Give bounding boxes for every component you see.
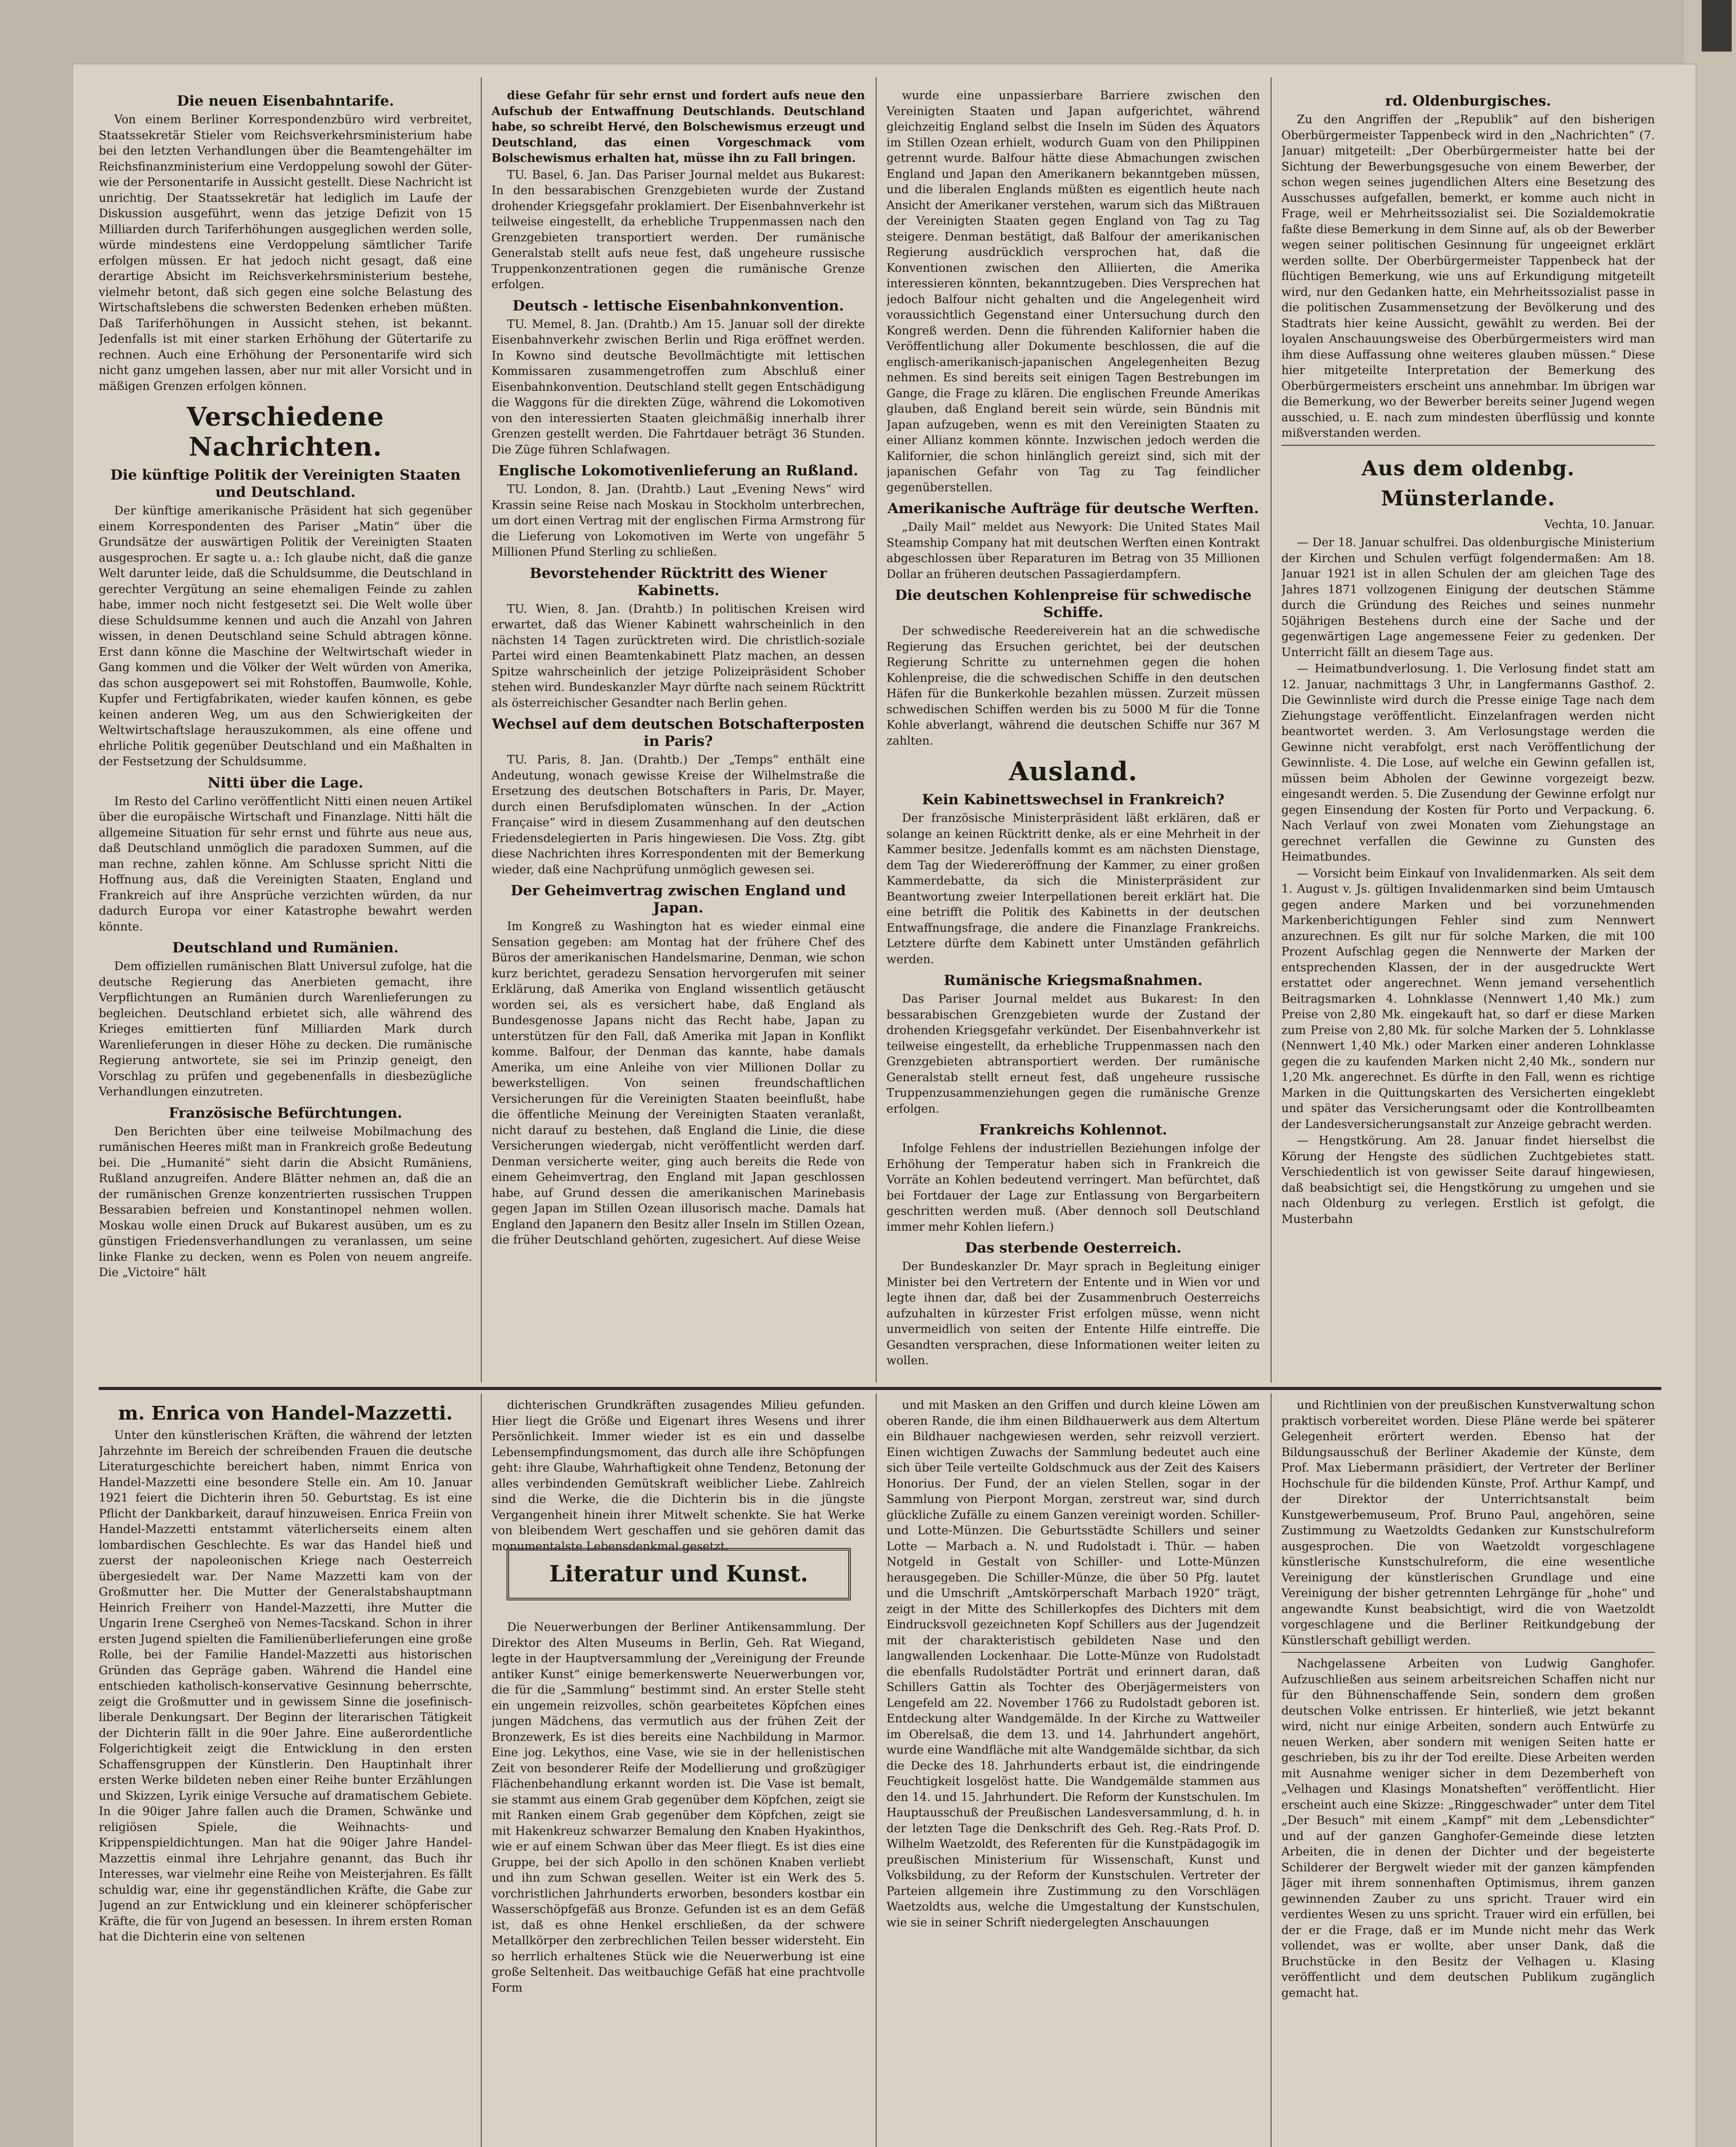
column-divider (876, 77, 877, 1383)
article-title: Das sterbende Oesterreich. (965, 1239, 1182, 1256)
article-body: Den Berichten über eine teilweise Mobilmachung des rumänischen Heeres mißt man in Frankreich große Bedeutung bei. Die „Humanité“ sieht darin die Absicht Rumäniens, Rußland anzugreifen. Andere Blätter nehmen an, daß die an der rumänischen Grenze konzentrierten russischen Truppen Bessarabien befreien und Konstantinopel nehmen wollen. Moskau wolle einen Druck auf Bukarest ausüben, um es zu günstigen Friedensverhandlungen zu veranlassen, um seine linke Flanke zu decken, wenn es Polen von neuem angreife. Die „Victoire“ hält (99, 1125, 472, 1279)
dateline: Vechta, 10. Januar. (1544, 517, 1655, 531)
news-item: TU. Paris, 8. Jan. (Drahtb.) Der „Temps“ enthält eine Andeutung, wonach gewisse Kreise der Wilhelmstraße die Ersetzung des deutschen Botschafters in Paris, Dr. Mayer, durch einen Berufsdiplomaten wünschen. In der „Action Française“ wird in diesem Zusammenhang auf den deutschen Friedensdelegierten in Paris hingewiesen. Die Voss. Ztg. gibt diese Nachrichten ihres Korrespondenten mit der Bemerkung wieder, daß eine Nachprüfung unmöglich gewesen sei. (492, 753, 865, 876)
arts-news: Nachgelassene Arbeiten von Ludwig Ganghofer. Aufzuschließen aus seinem arbeitsreichen Schaffen nicht nur für den Bühnenschaffende Sein, sondern dem großen deutschen Volke entrissen. Er hinterließ, wie jetzt bekannt wird, nicht nur einige Arbeiten, sondern auch Entwürfe zu neuen Werken, aber sondern mit wenigen Seiten hatte er geschrieben, bis zu ihr der Tod ereilte. Diese Arbeiten werden mit Ausnahme weniger sicher in dem Dezemberheft von „Velhagen und Klasings Monatsheften“ veröffentlicht. Hier erscheint auch eine Skizze: „Ringgeschwader“ unter dem Titel „Der Besuch“ mit einem „Kampf“ mit dem „Lebensdichter“ und auf der ganzen Ganghofer-Gemeinde diese letzten Arbeiten, die in denen der Dichter und der begeisterte Schilderer der Bergwelt wieder mit der ganzen kämpfenden Jäger mit ihrem sonnenhaften Optimismus, ihrem ganzen gewinnenden Zauber zu uns spricht. Trauer wird ein verdientes Wesen zu uns spricht. Trauer wird ein erfüllen, bei der er die Frage, daß er im Munde nicht mehr das Werk vollendet, was er wollte, aber unser Dank, daß die Bruchstücke in den Besitz der Velhagen u. Klasing veröffentlicht und dem deutschen Publikum zugänglich gemacht hat. (1281, 1657, 1655, 2000)
section-title: Ausland. (1008, 757, 1138, 787)
news-item: TU. Basel, 6. Jan. Das Pariser Journal meldet aus Bukarest: In den bessarabischen Grenzgebieten wurde der Zustand drohender Kriegsgefahr proklamiert. Der Eisenbahnverkehr ist teilweise eingestellt, da erhebliche Truppenmassen nach den Grenzgebieten transportiert werden. Der rumänische Generalstab stellt aufs neue fest, daß ungeheure russische Truppenkonzentrationen gegen die rumänische Grenze erfolgen. (492, 168, 865, 291)
feuilleton-title: m. Enrica von Handel-Mazzetti. (118, 1402, 453, 1424)
bottom-column-4 (1281, 1398, 1655, 2147)
article-body: Im Kongreß zu Washington hat es wieder einmal eine Sensation gegeben: am Montag hat der frühere Chef des Büros der amerikanischen Handelsmarine, Denman, wie schon kurz berichtet, geradezu Sensation hervorgerufen mit seiner Erklärung, daß Amerika von England wissentlich getäuscht worden sei, als es versichert habe, daß England als Bundesgenosse Japans nicht das Recht habe, Japan zu unterstützen für den Fall, daß Amerika mit Japan in Konflikt komme. Balfour, der Denman das kannte, habe damals Amerika, um eine Anleihe von vier Millionen Dollar zu bewerkstelligen. Von seinen freundschaftlichen Versicherungen für die Vereinigten Staaten beeinflußt, habe die öffentliche Meinung der Vereinigten Staaten veranlaßt, nicht darauf zu bestehen, daß England die Linie, die diese Versicherungen wiedergab, nicht veröffentlicht werden darf. Denman versicherte weiter, ging auch bereits die Rede von einem Geheimvertrag, den England mit Japan geschlossen habe, auf Grund dessen die amerikanischen Marinebasis gegen Japan im Stillen Ozean illusorisch mache. Damals hat England den Japanern den Besitz aller Inseln im Stillen Ozean, die früher Deutschland gehörten, zugesichert. Auf diese Weise (492, 920, 865, 1247)
article-title: Deutschland und Rumänien. (172, 939, 399, 956)
article-title: Deutsch - lettische Eisenbahnkonvention. (513, 297, 844, 314)
news-item: Der französische Ministerpräsident läßt erklären, daß er solange an keinen Rücktritt denke, als er eine Mehrheit in der Kammer besitze. Jedenfalls kommt es am nächsten Dienstage, dem Tag der Wiedereröffnung der Kammer, zu einer großen Kammerdebatte, da sich die Ministerpräsident zur Beantwortung zweier Interpellationen bereit erklärt hat. Die eine betrifft die Politik des Kabinetts in der deutschen Entwaffnungsfrage, die andere die Finanzlage Frankreichs. Letztere dürfte dem Kabinett unter Umständen gefährlich werden. (886, 812, 1260, 966)
local-news: — Vorsicht beim Einkauf von Invalidenmarken. Als seit dem 1. August v. Js. gültigen Invalidenmarken sind beim Umtausch gegen andere Marken und bei vorzunehmenden Markenberichtigungen Fehler sind zum Nennwert anzurechnen. Es gilt nur für solche Marken, die mit 100 Prozent Aufschlag gegen die Nennwerte der Marken der entsprechenden Klassen, der in der ausgedruckte Wert erstattet oder angerechnet. Wenn jemand versehentlich Beitragsmarken 4. Lohnklasse (Nennwert 1,40 Mk.) zum Preise von 2,80 Mk. eingekauft hat, so darf er diese Marken zum Preise von 2,80 Mk. für solche Marken der 5. Lohnklasse (Nennwert 1,40 Mk.) oder Marken einer anderen Lohnklasse gegen die zu kaufenden Marken nicht 2,40 Mk., sondern nur 1,20 Mk. angerechnet. Es dürfte in den Fall, wenn es richtige Marken in die Quittungskarten des Versicherten eingeklebt und später das Versicherungsamt oder die Kontrollbeamten der Landesversicherungsanstalt zur Anzeige gebracht werden. (1281, 867, 1655, 1131)
article-title: Kein Kabinettswechsel in Frankreich? (922, 791, 1225, 808)
column-divider (481, 1393, 482, 2147)
article-title: Amerikanische Aufträge für deutsche Werften. (887, 500, 1259, 517)
news-item: Das Pariser Journal meldet aus Bukarest: In den bessarabischen Grenzgebieten wurde der Zustand der drohenden Kriegsgefahr verkündet. Der Eisenbahnverkehr ist teilweise eingestellt, da erhebliche Truppenmassen nach den Grenzgebieten abtransportiert werden. Der rumänische Generalstab stellt erneut fest, daß ungeheure russische Truppenzusammenziehungen gegen die rumänische Grenze erfolgen. (886, 992, 1260, 1116)
divider (1281, 1652, 1655, 1653)
article-body: Im Resto del Carlino veröffentlicht Nitti einen neuen Artikel über die europäische Wirtschaft und Finanzlage. Nitti hält die allgemeine Situation für sehr ernst und führte aus neue aus, daß Deutschland unmöglich die paradoxen Summen, auf die man rechne, zahlen könne. Am Schlusse spricht Nitti die Hoffnung aus, daß die Vereinigten Staaten, England und Frankreich auf ihre Ansprüche verzichten würden, da nur dadurch Europa vor einer Katastrophe bewahrt werden könnte. (99, 794, 472, 934)
article-body: Der künftige amerikanische Präsident hat sich gegenüber einem Korrespondenten des Pariser „Matin“ über die Grundsätze der auswärtigen Politik der Vereinigten Staaten ausgesprochen. Er sagte u. a.: Ich glaube nicht, daß die ganze Welt darunter leide, daß die Schuldsumme, die Deutschland in gerechter Vergütung an seine ehemaligen Feinde zu zahlen habe, immer noch nicht festgesetzt sei. Die Welt wolle über diese Schuldsumme kennen und auch die Anzahl von Jahren wissen, in denen Deutschland seine Schuld abtragen könne. Erst dann könne die Maschine der Weltwirtschaft wieder in Gang kommen und die Völker der Welt würden von Amerika, das schon ausgepowert sei mit Rohstoffen, Baumwolle, Kohle, Kupfer und Fertigfabrikaten, wieder kaufen können, es gebe keinen anderen Weg, um aus den Schwierigkeiten der Weltwirtschaftslage herauszukommen, als eine offene und ehrliche Politik gegenüber Deutschland und ein Maßhalten in der Festsetzung der Schuldsumme. (99, 504, 472, 768)
news-item: Der schwedische Reedereiverein hat an die schwedische Regierung das Ersuchen gerichtet, bei der deutschen Regierung Schritte zu unternehmen gegen die hohen Kohlenpreise, die die schwedischen Schiffe in den deutschen Häfen für die Bunkerkohle bezahlen müssen. Zurzeit müssen schwedischen Schiffen werden bis zu 5000 M für die Tonne Kohle abverlangt, während die deutschen Schiffe nur 367 M zahlten. (886, 624, 1260, 748)
article-title: Die deutschen Kohlenpreise für schwedische Schiffe. (895, 587, 1252, 620)
newspaper-page (73, 64, 1696, 2147)
section-title: Aus dem oldenbg. Münsterlande. (1361, 456, 1575, 511)
column-divider (876, 1393, 877, 2147)
column-divider (481, 77, 482, 1383)
news-item: Der Bundeskanzler Dr. Mayr sprach in Begleitung einiger Minister bei den Vertretern der Entente und in Wien vor und legte ihnen dar, daß bei der Zusammenbruch Oesterreichs aufzuhalten in kürzester Frist erfolgen müsse, wenn nicht unvermeidlich von seiten der Entente Hilfe eintreffe. Die Gesandten versprachen, diese Informationen weiter leiten zu wollen. (886, 1260, 1260, 1367)
article-body: diese Gefahr für sehr ernst und fordert aufs neue den Aufschub der Entwaffnung Deutschlands. Deutschland habe, so schreibt Hervé, den Bolschewismus erzeugt und Deutschland, das einen Vorgeschmack vom Bolschewismus erhalten hat, müsse ihn zu Fall bringen. (492, 89, 865, 165)
article-title: Französische Befürchtungen. (169, 1104, 402, 1121)
arts-news: Die Neuerwerbungen der Berliner Antikensammlung. Der Direktor des Alten Museums in Berlin, Geh. Rat Wiegand, legte in der Hauptversammlung der „Vereinigung der Freunde antiker Kunst“ einige bemerkenswerte Neuerwerbungen vor, die für die „Sammlung“ bestimmt sind. An erster Stelle steht ein ungemein reizvolles, schön gearbeitetes Köpfchen eines jungen Mädchens, das vermutlich aus der frühen Zeit der Bronzewerk, Es ist dies bereits eine Nachbildung in Marmor. Eine jog. Lekythos, eine Vase, wie sie in der hellenistischen Zeit von besonderer Reife der Modellierung und großzügiger Flächenbehandlung erkannt worden ist. Die Vase ist bemalt, sie stammt aus einem Grab gegenüber dem Köpfchen, zeigt sie mit Ranken einem Grab gegenüber dem Köpfchen, zeigt sie mit Hakenkreuz schwarzer Bemalung den Knaben Hyakinthos, wie er auf einem Schwan über das Meer fliegt. Es ist dies eine Gruppe, bei der sich Apollo in den schönen Knaben verliebt und ihn zum Schwan gesellen. Weiter ist ein Werk des 5. vorchristlichen Jahrhunderts erworben, besonders kostbar ein Wasserschöpfgefäß aus Bronze. Gefunden ist es an dem Gefäß ist, daß es ohne Henkel erschließen, da der schwere Metallkörper den zerbrechlichen Teilen besser widersteht. Ein so herrlich erhaltenes Stück wie die Neuerwerbung ist eine große Seltenheit. Das weitbauchige Gefäß hat eine prachtvolle Form (492, 1621, 865, 1995)
column-divider (1271, 1393, 1272, 2147)
news-item: Infolge Fehlens der industriellen Beziehungen infolge der Erhöhung der Temperatur haben sich in Frankreich die Vorräte an Kohlen bedeutend verringert. Man befürchtet, daß bei Fortdauer der Lage zur Entlassung von Bergarbeitern geschritten werden muß. (Aber dennoch soll Deutschland immer mehr Kohlen liefern.) (886, 1142, 1260, 1234)
article-title: Wechsel auf dem deutschen Botschafterposten in Paris? (492, 715, 865, 749)
local-news: — Der 18. Januar schulfrei. Das oldenburgische Ministerium der Kirchen und Schulen verfügt folgendermaßen: Am 18. Januar 1921 ist in allen Schulen der am gleichen Tage des Jahres 1871 vollzogenen Einigung der deutschen Stämme durch die Gründung des Reiches und seines nunmehr 50jährigen Bestehens durch eine der Sache und der gegenwärtigen Lage angemessene Feier zu gedenken. Der Unterricht fällt an diesem Tage aus. (1281, 536, 1655, 659)
article-title: Bevorstehender Rücktritt des Wiener Kabinetts. (529, 564, 827, 599)
article-body: Zu den Angriffen der „Republik“ auf den bisherigen Oberbürgermeister Tappenbeck wird in den „Nachrichten“ (7. Januar) mitgeteilt: „Der Oberbürgermeister hatte bei der Sichtung der Bewerbungsgesuche von einem Bewerber, der schon wegen seines jugendlichen Alters eine Besetzung des Ausschusses aufgefallen, bemerkt, er komme auch nicht in Frage, weil er Mehrheitssozialist sei. Die Sozialdemokratie faßte diese Bemerkung in dem Sinne auf, als ob der Bewerber wegen seiner politischen Gesinnung für ungeeignet erklärt werden sollte. Der Oberbürgermeister Tappenbeck hat der flüchtigen Bemerkung, wie uns auf Erkundigung mitgeteilt wird, nur den Gedanken hatte, ein Mehrheitssozialist passe in die politischen Zusammensetzung der Bevölkerung und des Stadtrats hier keine Aussicht, gewählt zu werden. Bei der loyalen Anschauungsweise des Oberbürgermeisters wird man ihm diese Auffassung ohne weiteres glauben müssen.“ Diese hier mitgeteilte Interpretation der Bemerkung des Oberbürgermeisters erscheint uns annehmbar. Im übrigen war die Bemerkung, wo der Bewerber bereits seiner Jugend wegen ausschied, u. E. nach zum mindesten überflüssig und konnte mißverstanden werden. (1281, 113, 1655, 440)
section-title: Verschiedene Nachrichten. (187, 402, 384, 462)
article-title: Die neuen Eisenbahntarife. (176, 92, 395, 109)
local-news: — Heimatbundverlosung. 1. Die Verlosung findet statt am 12. Januar, nachmittags 3 Uhr, in Langfermanns Gasthof. 2. Die Gewinnliste wird durch die Presse einige Tage nach dem Ziehungstage veröffentlicht. Einzelanfragen werden nicht beantwortet werden. 3. Am Verlosungstage werden die Gewinne nicht verabfolgt, erst nach Veröffentlichung der Gewinnliste. 4. Die Lose, auf welche ein Gewinn gefallen ist, müssen beim Abholen der Gewinne vorgezeigt bezw. eingesandt werden. 5. Die Zusendung der Gewinne erfolgt nur gegen Einsendung der Kosten für Porto und Verpackung. 6. Nach Verlauf von zwei Monaten vom Ziehungstage an gerechnet verfallen die Gewinne zu Gunsten des Heimatbundes. (1281, 662, 1655, 864)
bottom-column-2 (492, 1398, 865, 2147)
article-title: rd. Oldenburgisches. (1385, 92, 1551, 109)
arts-news: und Richtlinien von der preußischen Kunstverwaltung schon praktisch vorbereitet worden. Diese Pläne werde bei späterer Gelegenheit erörtert werden. Ebenso hat der Bildungsausschuß der Berliner Akademie der Künste, dem Prof. Max Liebermann präsidiert, der Vertreter der Berliner Hochschule für die bildenden Künste, Prof. Arthur Kampf, und der Direktor der Unterrichtsanstalt beim Kunstgewerbemuseum, Prof. Bruno Paul, angehören, seine Zustimmung zu Waetzoldts Gedanken zur Kunstschulreform ausgesprochen. Die von Waetzoldt vorgeschlagene künstlerische Kunstschulreform, die eine wesentliche Vereinigung der künstlerischen Grundlage und eine Vereinigung der bisher getrennten Lehrgänge für „hohe“ und angewandte Kunst beabsichtigt, wird die von Waetzoldt vorgeschlagene und die Berliner Reitkundgebung der Künstlerschaft gebilligt werden. (1281, 1399, 1655, 1647)
local-news: — Hengstkörung. Am 28. Januar findet hierselbst die Körung der Hengste des südlichen Zuchtgebietes statt. Verschiedentlich ist von gewisser Seite darauf hingewiesen, daß beabsichtigt sei, die Hengstkörung zu umgehen und sie nach Oldenburg zu verlegen. Erstlich ist gefolgt, die Musterbahn (1281, 1134, 1655, 1226)
literature-section-box (507, 1548, 851, 1600)
article-title: Englische Lokomotivenlieferung an Rußland. (498, 462, 859, 479)
top-column-2 (492, 88, 865, 1381)
news-item: TU. Wien, 8. Jan. (Drahtb.) In politischen Kreisen wird erwartet, daß das Wiener Kabinett wahrscheinlich in den nächsten 14 Tagen zurücktreten wird. Die christlich-soziale Partei wird einen Beamtenkabinett Platz machen, an dessen Spitze wahrscheinlich der jetzige Polizeipräsident Schober stehen wird. Bundeskanzler Mayr dürfte nach seinem Rücktritt als österreichischer Gesandter nach Berlin gehen. (492, 602, 865, 710)
article-title: Frankreichs Kohlennot. (979, 1121, 1167, 1138)
article-body: wurde eine unpassierbare Barriere zwischen den Vereinigten Staaten und Japan aufgerichtet, während gleichzeitig England selbst die Inseln im Süden des Äquators im Stillen Ozean erhielt, wodurch Guam von den Philippinen getrennt wurde. Balfour hätte diese Abmachungen zwischen England und Japan den Amerikanern bekanntgeben müssen, und die liberalen Englands müßten es eigentlich heute nach Ansicht der Amerikaner verstehen, warum sich das Mißtrauen der Vereinigten Staaten gegen England von Tag zu Tag steigere. Denman bestätigt, daß Balfour der amerikanischen Regierung ausdrücklich versprochen hat, daß die Konventionen zwischen den Alliierten, die Amerika interessieren könnten, bekanntzugeben. Dies Versprechen hat jedoch Balfour nicht gehalten und die Angelegenheit wird voraussichtlich Gegenstand einer Untersuchung durch den Kongreß werden. Denn die führenden Kalifornier haben die Veröffentlichung aller Dokumente beschlossen, die auf die englisch-amerikanisch-japanischen Angelegenheiten Bezug nehmen. Es sind bereits seit einigen Tagen Bestrebungen im Gange, die Frage zu klären. Die englischen Freunde Amerikas glauben, daß England bereit sein würde, sein Bündnis mit Japan aufzugeben, wenn es mit den Vereinigten Staaten zu einer Allianz kommen könnte. Inzwischen jedoch werden die Kalifornier, die schon hinlänglich gereizt sind, sich mit der japanischen Gefahr von Tag zu Tag feindlicher gegenüberstellen. (886, 89, 1260, 494)
top-column-4 (1281, 88, 1655, 1381)
top-column-3 (886, 88, 1260, 1381)
news-item: „Daily Mail“ meldet aus Newyork: Die United States Mail Steamship Company hat mit deutschen Werften einen Kontrakt abgeschlossen über Reparaturen im Betrag von 35 Millionen Dollar an früheren deutschen Passagierdampfern. (886, 520, 1260, 581)
news-item: TU. Memel, 8. Jan. (Drahtb.) Am 15. Januar soll der direkte Eisenbahnverkehr zwischen Berlin und Riga eröffnet werden. In Kowno sind deutsche Bevollmächtigte mit lettischen Kommissaren zusammengetroffen zum Abschluß einer Eisenbahnkonvention. Deutschland stellt gegen Entschädigung die Waggons für die direkten Züge, während die Lokomotiven von den interessierten Staaten gleichmäßig innerhalb ihrer Grenzen gestellt werden. Die Fahrtdauer beträgt 36 Stunden. Die Züge führen Schlafwagen. (492, 317, 865, 456)
bottom-column-3 (886, 1398, 1260, 2147)
bottom-column-1 (99, 1398, 472, 2147)
article-body: Von einem Berliner Korrespondenzbüro wird verbreitet, Staatssekretär Stieler vom Reichsverkehrsministerium habe bei den letzten Verhandlungen über die Beamtengehälter im Reichsfinanzministerium eine Verdoppelung sowohl der Güter- wie der Personentarife in Aussicht gestellt. Diese Nachricht ist unrichtig. Der Staatssekretär hat lediglich im Laufe der Diskussion ausgeführt, wenn das jetzige Defizit von 15 Milliarden durch Tariferhöhungen ausgeglichen werden solle, würde mindestens eine Verdoppelung sämtlicher Tarife erfolgen müssen. Er hat jedoch nicht gesagt, daß eine derartige Absicht im Reichsverkehrsministerium bestehe, vielmehr betont, daß sich gegen eine solche Belastung des Wirtschaftslebens die schwersten Bedenken erheben müßten. Daß Tariferhöhungen in Aussicht stehen, ist bekannt. Jedenfalls ist mit einer starken Erhöhung der Gütertarife zu rechnen. Auch eine Erhöhung der Personentarife wird sich nicht ganz umgehen lassen, aber nur mit aller Vorsicht und in mäßigen Grenzen erfolgen können. (99, 113, 472, 393)
section-separator (99, 1387, 1661, 1390)
article-title: Nitti über die Lage. (207, 774, 364, 791)
news-item: TU. London, 8. Jan. (Drahtb.) Laut „Evening News“ wird Krassin seine Reise nach Moskau in Stockholm unterbrechen, um dort einen Vertrag mit der englischen Firma Armstrong für die Lieferung von Lokomotiven im Werte von ungefähr 5 Millionen Pfund Sterling zu schließen. (492, 483, 865, 559)
column-divider (1271, 77, 1272, 1383)
article-title: Der Geheimvertrag zwischen England und Japan. (510, 882, 846, 916)
literature-section-title: Literatur und Kunst. (549, 1561, 808, 1587)
divider (1281, 445, 1655, 446)
article-title: Die künftige Politik der Vereinigten Staaten und Deutschland. (110, 466, 461, 500)
arts-news: und mit Masken an den Griffen und durch kleine Löwen am oberen Rande, die ihm einen Bildhauerwerk aus dem Altertum ein Bildhauer nachgewiesen werden, sehr reizvoll verziert. Einen wichtigen Zuwachs der Sammlung bedeutet auch eine sich über Teile verteilte Goldschmuck aus der Zeit des Kaisers Honorius. Der Fund, der an vielen Stellen, sogar in der Sammlung von Pierpont Morgan, zerstreut war, sind durch glückliche Zufälle zu einem Ganzen vereinigt worden. Schiller- und Lotte-Münzen. Die Geburtsstädte Schillers und seiner Lotte — Marbach a. N. und Rudolstadt i. Thür. — haben Notgeld in Gestalt von Schiller- und Lotte-Münzen herausgegeben. Die Schiller-Münze, die über 50 Pfg. lautet und die Umschrift „Amtskörperschaft Marbach 1920“ trägt, zeigt in der Mitte des Schillerkopfes des Dichters mit dem Eindrucksvoll gezeichneten Kopf Schillers aus der Jugendzeit mit der charakteristisch gebildeten Nase und den langwallenden Lockenhaar. Die Lotte-Münze von Rudolstadt die ebenfalls Rudolstädter Porträt und erinnert daran, daß Schillers Gattin als Tochter des Oberjägermeisters von Lengefeld am 22. November 1766 zu Rudolstadt geboren ist. Entdeckung alter Wandgemälde. In der Kirche zu Wattweiler im Oberelsaß, die dem 13. und 14. Jahrhundert angehört, wurde eine Wandfläche mit alte Wandgemälde sichtbar, da sich die Decke des 18. Jahrhunderts erbaut ist, die eindringende Feuchtigkeit losgelöst hatte. Die Wandgemälde stammen aus den 14. und 15. Jahrhundert. Die Reform der Kunstschulen. Im Hauptausschuß der Preußischen Landesversammlung, d. h. in der letzten Tage die Denkschrift des Geh. Reg.-Rats Prof. D. Wilhelm Waetzoldt, des Referenten für die Kunstpädagogik im preußischen Ministerium für Wissenschaft, Kunst und Volksbildung, zu der Reform der Kunstschulen. Vertreter der Parteien allgemein ihre Zustimmung zu den Vorschlägen Waetzoldts aus, welche die Umgestaltung der Kunstschulen, wie sie in seiner Schrift niedergelegten Anschauungen (886, 1399, 1260, 1929)
feuilleton-body: dichterischen Grundkräften zusagendes Milieu gefunden. Hier liegt die Größe und Eigenart ihres Wesens und ihrer Persönlichkeit. Immer wieder ist es ein und dasselbe Lebensempfindungsmoment, das durch alle ihre Schöpfungen geht: ihre Glaube, Wahrhaftigkeit ohne Tendenz, Betonung der alles verbindenden Gemütskraft weiblicher Liebe. Zahlreich sind die Werke, die die Dichterin bis in die jüngste Vergangenheit hinein ihrer Mitwelt schenkte. Sie hat Werke von bleibendem Wert geschaffen und sie gehören damit das monumentalste Lebensdenkmal gesetzt. (492, 1399, 865, 1553)
top-column-1 (99, 88, 472, 1381)
feuilleton-body: Unter den künstlerischen Kräften, die während der letzten Jahrzehnte im Bereich der schreibenden Frauen die deutsche Literaturgeschichte bereichert haben, nimmt Enrica von Handel-Mazzetti eine besondere Stelle ein. Am 10. Januar 1921 feiert die Dichterin ihren 50. Geburtstag. Es ist eine Pflicht der Dankbarkeit, darauf hinzuweisen. Enrica Freiin von Handel-Mazzetti entstammt väterlicherseits einem alten lombardischen Geschlechte. Es war das Handel hieß und zuerst der napoleonischen Kriege nach Oesterreich übergesiedelt war. Der Name Mazzetti kam von der Großmutter her. Die Mutter der Generalstabshauptmann Heinrich Freiherr von Handel-Mazzetti, ihre Mutter die Ungarin Irene Csergheö von Nemes-Tacskand. Schon in ihrer ersten Jugend spielten die Familienüberlieferungen eine große Rolle, bei der Familie Handel-Mazzetti aus historischen Gründen das Gepräge gaben. Während die Handel eine entschieden katholisch-konservative Gesinnung beherrschte, zeigt die Großmutter und in gewissem Sinne die josefinisch-liberale Denkungsart. Der Beginn der literarischen Tätigkeit der Dichterin fällt in die 90er Jahre. Eine außerordentliche Folgerichtigkeit zeigt die Entwicklung in den ersten Schaffensgruppen der Künstlerin. Den Hauptinhalt ihrer ersten Werke bildeten neben einer Reihe bunter Erzählungen und Skizzen, Lyrik einige Versuche auf dramatischem Gebiete. In die 90iger Jahre fallen auch die Dramen, Schwänke und religiösen Spiele, die Weihnachts- und Krippenspieldichtungen. Man hat die 90iger Jahre Handel-Mazzettis einmal ihre Lehrjahre genannt, das Buch ihr Interesses, war vielmehr eine Reihe von Meisterjahren. Es fällt schuldig war, eine ihr gegenständlichen Kräfte, die Gabe zur Jugend an zur Entwicklung und ein kleinerer schöpferischer Kräfte, die für von Jugend an besessen. In ihrem ersten Roman hat die Dichterin eine von seltenen (99, 1429, 472, 1943)
edge-marker (1702, 0, 1732, 52)
article-body: Dem offiziellen rumänischen Blatt Universul zufolge, hat die deutsche Regierung das Anerbieten gemacht, ihre Verpflichtungen an Rumänien durch Warenlieferungen zu begleichen. Deutschland erbietet sich, alle während des Krieges emittierten fünf Milliarden Mark durch Warenlieferungen in dieser Höhe zu decken. Die rumänische Regierung antwortete, sie sei im Prinzip geneigt, den Vorschlag zu prüfen und gegebenenfalls in diesbezügliche Verhandlungen einzutreten. (99, 960, 472, 1098)
article-title: Rumänische Kriegsmaßnahmen. (944, 972, 1203, 988)
